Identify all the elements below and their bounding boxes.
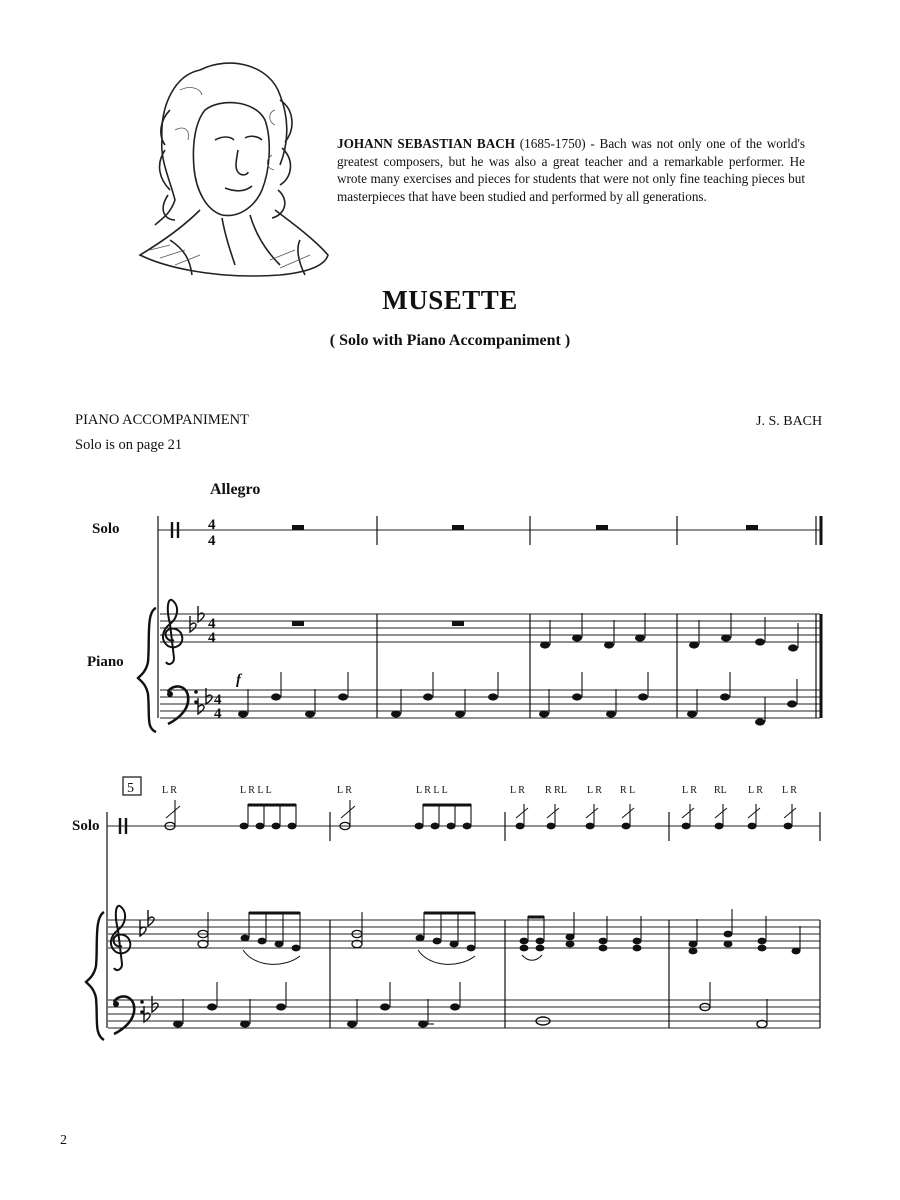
page-number: 2 [60, 1133, 67, 1148]
sticking-label: RL [714, 785, 727, 796]
sticking-label: L R [162, 785, 177, 796]
tempo-marking: Allegro [210, 481, 261, 498]
solo-instrument-label: Solo [92, 521, 120, 537]
sticking-label: L R [782, 785, 797, 796]
svg-text:4: 4 [208, 517, 216, 533]
svg-text:4: 4 [214, 692, 222, 708]
measure-number: 5 [127, 781, 134, 796]
svg-text:4: 4 [208, 616, 216, 632]
solo-instrument-label-system2: Solo [72, 818, 100, 834]
dynamic-forte: f [236, 672, 241, 688]
svg-text:4: 4 [208, 533, 216, 549]
svg-text:4: 4 [208, 630, 216, 646]
sticking-label: L R L L [416, 785, 448, 796]
sticking-label: L R [337, 785, 352, 796]
sticking-label: R L [620, 785, 636, 796]
composer-credit: J. S. BACH [756, 414, 823, 429]
piece-title: MUSETTE [382, 285, 518, 315]
sticking-label: L R L L [240, 785, 272, 796]
sticking-label: R RL [545, 785, 567, 796]
composer-name: JOHANN SEBASTIAN BACH [337, 136, 516, 151]
svg-text:4: 4 [214, 706, 222, 722]
solo-page-note: Solo is on page 21 [75, 437, 183, 453]
biography-text: (1685-1750) - Bach was not only one of the world's greatest composers, but he was also a great teacher and a remarkable performer. He wrote many exercises and pieces for students that were not only fine teaching pieces but masterpieces that have been studied and performed by all generations. [337, 136, 805, 204]
sticking-label: L R [510, 785, 525, 796]
sticking-label: L R [748, 785, 763, 796]
piano-instrument-label: Piano [87, 654, 124, 670]
sticking-label: L R [682, 785, 697, 796]
part-label: PIANO ACCOMPANIMENT [75, 412, 249, 428]
piece-subtitle: ( Solo with Piano Accompaniment ) [329, 332, 571, 349]
sticking-label: L R [587, 785, 602, 796]
